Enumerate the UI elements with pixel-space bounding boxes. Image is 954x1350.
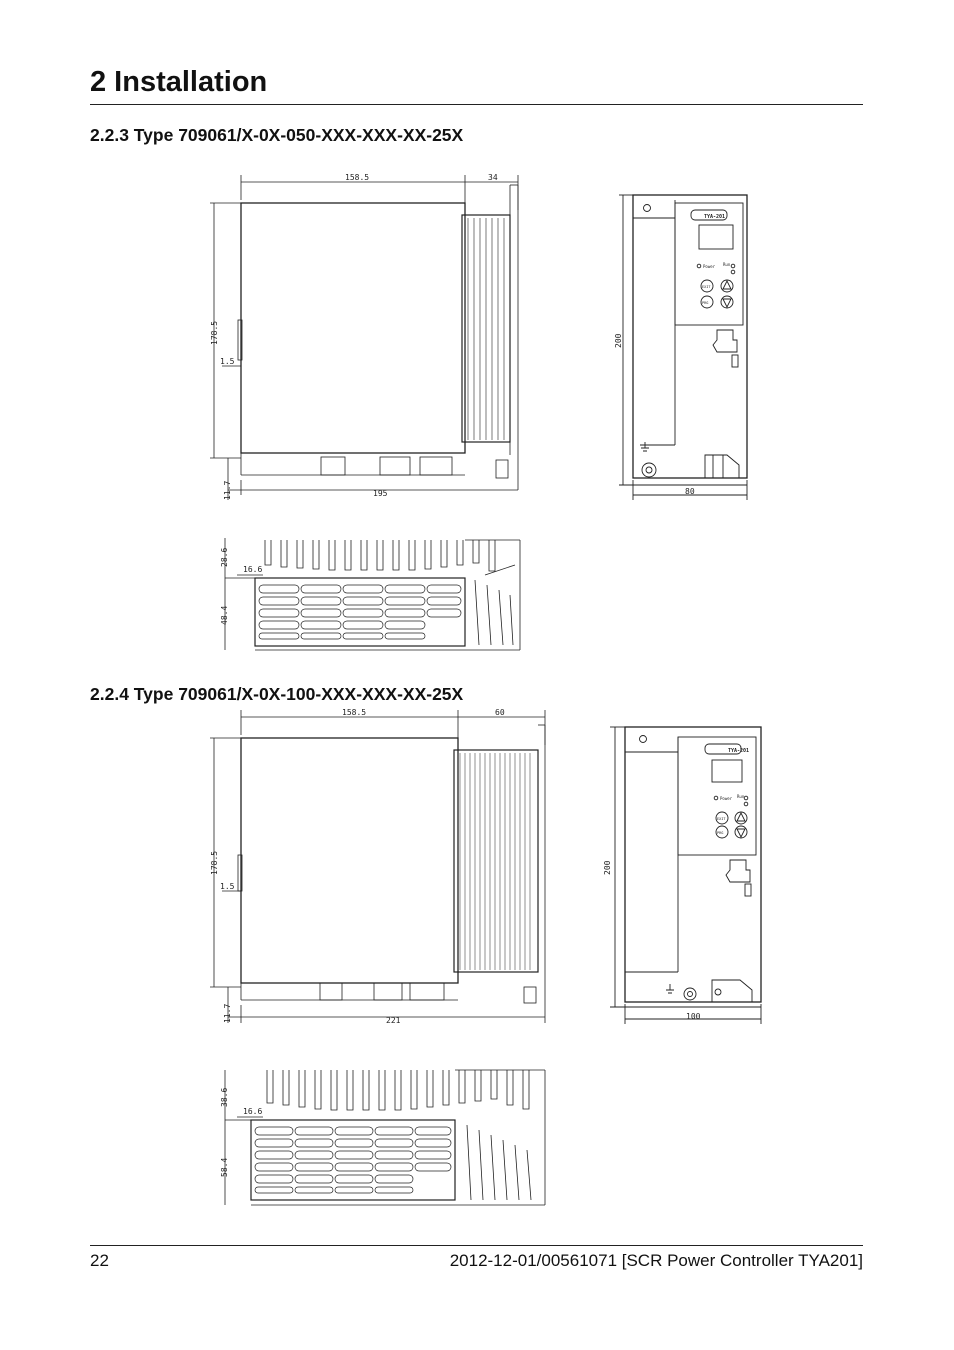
dim-bottom-top: 38.6 [220,1087,229,1107]
dim-bottom-depth: 48.4 [220,605,229,625]
power-label: Power [720,796,733,801]
dim-fin-depth: 34 [488,173,498,182]
dim-fin-depth: 60 [495,708,505,717]
section-title-223: 2.2.3 Type 709061/X-0X-050-XXX-XXX-XX-25X [90,125,464,145]
dim-offset: 1.5 [220,357,235,366]
bottom-view-drawing-050 [215,535,525,655]
chapter-title: 2 Installation [90,66,268,98]
run-label: Run [737,794,745,799]
dim-bottom-inner: 16.6 [243,1107,263,1116]
dim-bottom-top: 28.6 [220,547,229,567]
run-label: Run [723,262,731,267]
dim-total-width: 221 [386,1016,401,1025]
front-panel-label: TYA-201 [728,748,750,754]
dim-front-height: 200 [614,333,623,348]
front-view-drawing-050 [605,190,755,500]
dim-height: 178.5 [210,850,219,875]
dim-front-width: 80 [685,487,695,496]
dim-front-height: 200 [603,860,612,875]
dim-total-width: 195 [373,489,388,498]
dim-bottom-offset: 11.7 [223,480,232,500]
header-rule [90,104,863,105]
front-panel-label: TYA-201 [704,214,726,220]
section-title-224: 2.2.4 Type 709061/X-0X-100-XXX-XXX-XX-25X [90,684,464,704]
power-label: Power [703,264,716,269]
dim-bottom-offset: 11.7 [223,1003,232,1023]
dim-top-width: 158.5 [345,173,370,182]
prg-key-label: PRG [702,301,709,305]
bottom-view-drawing-100 [215,1065,550,1210]
exit-key-label: EXIT [702,285,711,289]
dim-front-width: 100 [686,1012,701,1021]
side-view-drawing-100 [200,705,560,1025]
dim-height: 178.5 [210,320,219,345]
dim-bottom-inner: 16.6 [243,565,263,574]
dim-top-width: 158.5 [342,708,367,717]
dim-offset: 1.5 [220,882,235,891]
front-view-drawing-100 [600,722,770,1027]
document-info: 2012-12-01/00561071 [SCR Power Controller TYA201] [449,1251,863,1270]
page-number: 22 [90,1251,109,1270]
footer-rule [90,1245,863,1246]
exit-key-label: EXIT [717,817,726,821]
dim-bottom-depth: 58.4 [220,1157,229,1177]
prg-key-label: PRG [717,831,724,835]
side-view-drawing-050 [200,170,540,500]
